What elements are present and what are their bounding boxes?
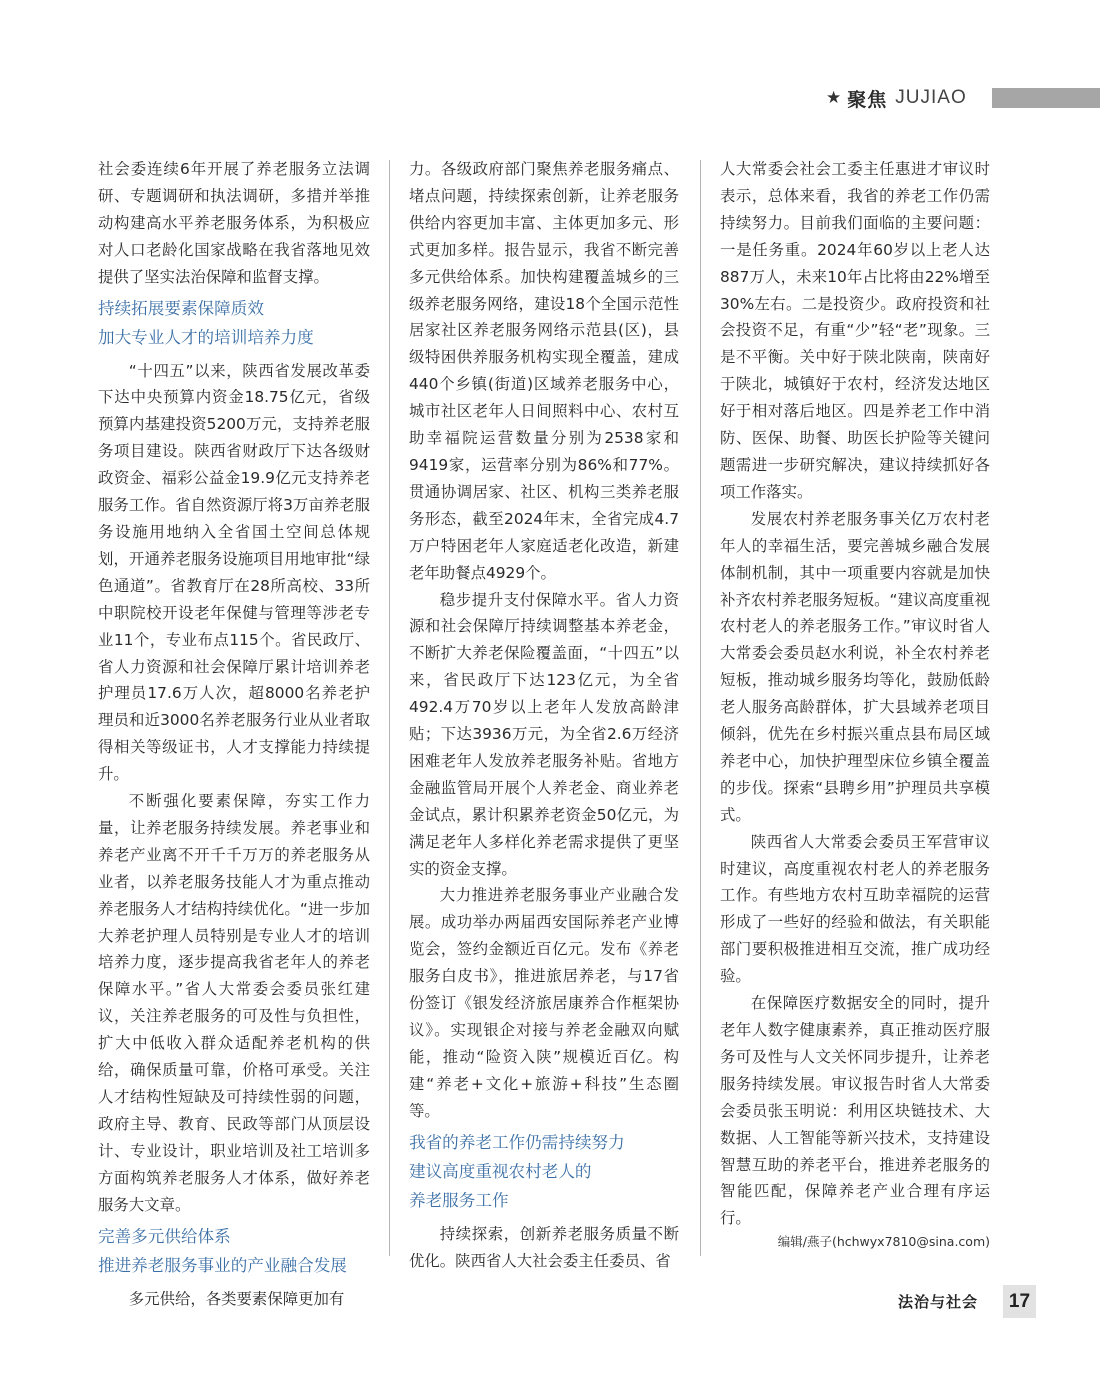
subheading-1 [98,294,370,352]
subheading-line: 完善多元供给体系 [98,1226,231,1246]
paragraph: 发展农村养老服务事关亿万农村老年人的幸福生活，要完善城乡融合发展体制机制，其中一项重要内容就是加快补齐农村养老服务短板。“建议高度重视农村老人的养老服务工作。”审议时省人大常委会委员赵水利说，补全农村养老短板，推动城乡服务均等化，鼓励低龄老人服务高龄群体，扩大县域养老项目倾斜，优先在乡村振兴重点县布局区域养老中心，加快护理型床位乡镇全覆盖的步伐。探索“县聘乡用”护理员共享模式。 [720,509,990,824]
section-title-en: JUJIAO [895,87,967,108]
header-gray-bar [992,88,1100,108]
paragraph: 人大常委会社会工委主任惠进才审议时表示，总体来看，我省的养老工作仍需持续努力。目前我们面临的主要问题：一是任务重。2024年60岁以上老人达887万人，未来10年占比将由22%增至30%左右。二是投资少。政府投资和社会投资不足，有重“少”轻“老”现象。三是不平衡。关中好于陕北陕南，陕南好于陕北，城镇好于农村，经济发达地区好于相对落后地区。四是养老工作中消防、医保、助餐、助医长护险等关键问题需进一步研究解决，建议持续抓好各项工作落实。 [720,160,990,501]
subheading-line: 推进养老服务事业的产业融合发展 [98,1255,347,1275]
paragraph: 陕西省人大常委会委员王军营审议时建议，高度重视农村老人的养老服务工作。有些地方农村互助幸福院的运营形成了一些好的经验和做法，有关职能部门要积极推进相互交流，推广成功经验。 [720,832,990,986]
subheading-3 [409,1128,679,1215]
article-column-3 [720,156,990,1232]
paragraph: “十四五”以来，陕西省发展改革委下达中央预算内资金18.75亿元，省级预算内基建投资5200万元，支持养老服务项目建设。陕西省财政厅下达各级财政资金、福彩公益金19.9亿元支持养老服务工作。省自然资源厅将3万亩养老服务设施用地纳入全省国土空间总体规划，开通养老服务设施项目用地审批“绿色通道”。省教育厅在28所高校、33所中职院校开设老年保健与管理等涉老专业11个，专业布点115个。省民政厅、省人力资源和社会保障厅累计培训养老护理员17.6万人次，超8000名养老护理员和近3000名养老服务行业从业者取得相关等级证书，人才支撑能力持续提升。 [98,361,370,784]
paragraph: 不断强化要素保障，夯实工作力量，让养老服务持续发展。养老事业和养老产业离不开千千万万的养老服务从业者，以养老服务技能人才为重点推动养老服务人才结构持续优化。“进一步加大养老护理人员特别是专业人才的培训培养力度，逐步提高我省老年人的养老保障水平。”省人大常委会委员张红建议，关注养老服务的可及性与负担性，扩大中低收入群众适配养老机构的供给，确保质量可靠，价格可承受。关注人才结构性短缺及可持续性弱的问题，政府主导、教育、民政等部门从顶层设计、专业设计，职业培训及社工培训多方面构筑养老服务人才体系，做好养老服务大文章。 [98,792,370,1214]
page-number: 17 [1008,1290,1031,1312]
magazine-name: 法治与社会 [898,1293,979,1311]
article-column-1 [98,156,370,1312]
article-column-2 [409,156,679,1274]
editor-credit: 编辑/燕子(hchwyx7810@sina.com) [777,1234,990,1249]
paragraph: 力。各级政府部门聚焦养老服务痛点、堵点问题，持续探索创新，让养老服务供给内容更加丰富、主体更加多元、形式更加多样。报告显示，我省不断完善多元供给体系。加快构建覆盖城乡的三级养老服务网络，建设18个全国示范性居家社区养老服务网络示范县(区)，县级特困供养服务机构实现全覆盖，建成440个乡镇(街道)区域养老服务中心，城市社区老年人日间照料中心、农村互助幸福院运营数量分别为2538家和9419家，运营率分别为86%和77%。贯通协调居家、社区、机构三类养老服务形态，截至2024年末，全省完成4.7万户特困老年人家庭适老化改造，新建老年助餐点4929个。 [409,160,679,582]
section-header [826,86,967,110]
subheading-line: 养老服务工作 [409,1190,509,1210]
page-number-box [1003,1285,1036,1318]
subheading-line: 持续拓展要素保障质效 [98,298,264,318]
subheading-line: 建议高度重视农村老人的 [409,1161,592,1181]
section-title-cn: 聚焦 [847,88,888,111]
star-icon: ★ [826,87,842,108]
paragraph: 大力推进养老服务事业产业融合发展。成功举办两届西安国际养老产业博览会，签约金额近百亿元。发布《养老服务白皮书》，推进旅居养老，与17省份签订《银发经济旅居康养合作框架协议》。实现银企对接与养老金融双向赋能，推动“险资入陕”规模近百亿。构建“养老+文化+旅游+科技”生态圈等。 [409,886,679,1120]
paragraph: 稳步提升支付保障水平。省人力资源和社会保障厅持续调整基本养老金，不断扩大养老保险覆盖面，“十四五”以来，省民政厅下达123亿元，为全省492.4万70岁以上老年人发放高龄津贴；下达3936万元，为全省2.6万经济困难老年人发放养老服务补贴。省地方金融监管局开展个人养老金、商业养老金试点，累计积累养老资金50亿元，为满足老年人多样化养老需求提供了更坚实的资金支撑。 [409,590,679,878]
paragraph: 持续探索，创新养老服务质量不断优化。陕西省人大社会委主任委员、省 [409,1224,679,1270]
paragraph: 在保障医疗数据安全的同时，提升老年人数字健康素养，真正推动医疗服务可及性与人文关怀同步提升，让养老服务持续发展。审议报告时省人大常委会委员张玉明说：利用区块链技术、大数据、人工智能等新兴技术，支持建设智慧互助的养老平台，推进养老服务的智能匹配，保障养老产业合理有序运行。 [720,994,990,1228]
paragraph: 社会委连续6年开展了养老服务立法调研、专题调研和执法调研，多措并举推动构建高水平养老服务体系，为积极应对人口老龄化国家战略在我省落地见效提供了坚实法治保障和监督支撑。 [98,160,370,286]
column-divider-2 [700,160,701,1256]
column-divider-1 [389,160,390,1256]
subheading-2 [98,1222,370,1280]
subheading-line: 我省的养老工作仍需持续努力 [409,1132,625,1152]
paragraph: 多元供给，各类要素保障更加有 [128,1289,345,1308]
subheading-line: 加大专业人才的培训培养力度 [98,327,314,347]
